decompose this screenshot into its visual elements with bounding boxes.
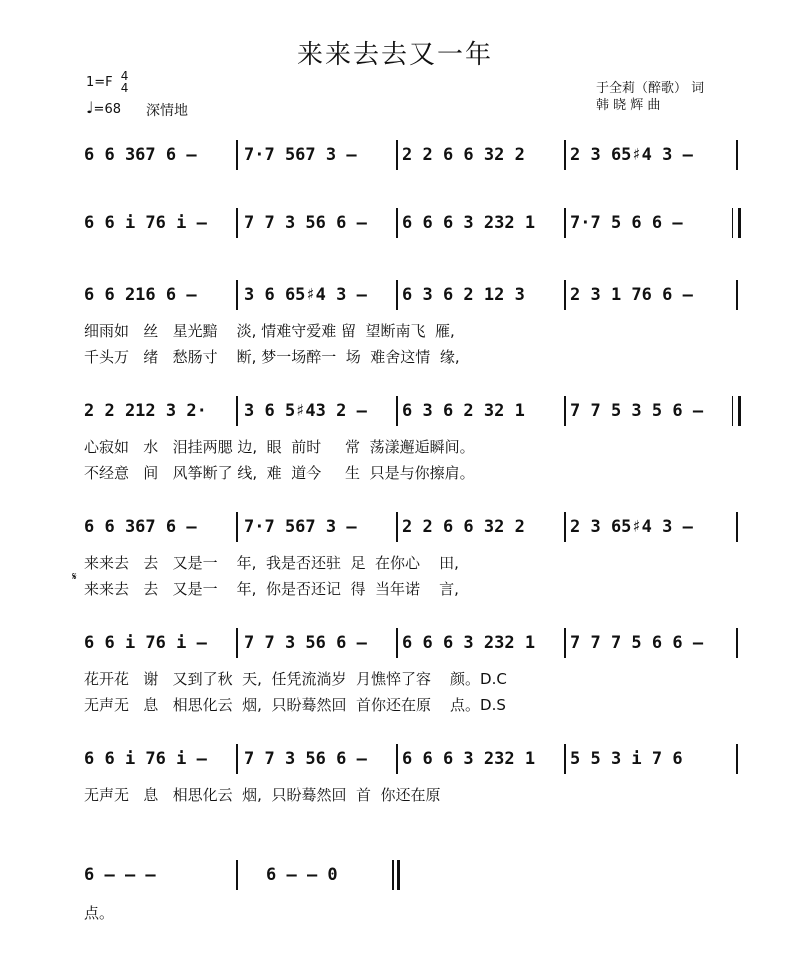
measure: 2 2 212 3 2· — [84, 401, 207, 421]
measure: 6 6 367 6 – — [84, 517, 197, 537]
measure: 7 7 3 56 6 – — [244, 749, 367, 769]
measure: 6 6 216 6 – — [84, 285, 197, 305]
measure: 6 6 i 76 i – — [84, 213, 207, 233]
measure: 7·7 5 6 6 – — [570, 213, 683, 233]
measure: 2 3 65♯4 3 – — [570, 145, 693, 165]
tempo-mark — [86, 98, 121, 117]
measure: 6 3 6 2 32 1 — [402, 401, 525, 421]
measure: 7 7 7 5 6 6 – — [570, 633, 704, 653]
quarter-note-icon: ♩ — [86, 98, 94, 117]
segno-icon: 𝄋 — [72, 570, 77, 583]
expression-mark: 深情地 — [146, 103, 188, 119]
score-row-1 — [84, 142, 744, 168]
credits — [596, 80, 704, 114]
lyric-line: 点。 — [84, 904, 115, 922]
time-top: 4 — [120, 69, 129, 83]
lyric-line: 花开花 谢 又到了秋 天, 任凭流淌岁 月憔悴了容 颜。D.C — [84, 670, 507, 688]
measure: 3 6 65♯4 3 – — [244, 285, 367, 305]
lyricist: 于全莉（醉歌） 词 — [596, 81, 705, 96]
measure: 6 6 i 76 i – — [84, 633, 207, 653]
lyric-line: 来来去 去 又是一 年, 你是否还记 得 当年诺 言, — [84, 580, 459, 598]
lyric-line: 无声无 息 相思化云 烟, 只盼蓦然回 首 你还在原 — [84, 786, 441, 804]
measure: 2 3 1 76 6 – — [570, 285, 693, 305]
score-row-7 — [84, 746, 744, 772]
measure: 7 7 3 56 6 – — [244, 213, 367, 233]
measure: 6 6 i 76 i – — [84, 749, 207, 769]
measure: 5 5 3 i 7 6 — [570, 749, 683, 769]
lyric-line: 心寂如 水 泪挂两腮 边, 眼 前时 常 荡漾邂逅瞬间。 — [84, 438, 475, 456]
lyric-line: 来来去 去 又是一 年, 我是否还驻 足 在你心 田, — [84, 554, 459, 572]
lyric-line: 无声无 息 相思化云 烟, 只盼蓦然回 首你还在原 点。D.S — [84, 696, 506, 714]
measure: 7·7 567 3 – — [244, 517, 357, 537]
measure: 7 7 3 56 6 – — [244, 633, 367, 653]
tempo-value: =68 — [93, 102, 121, 117]
measure: 7·7 567 3 – — [244, 145, 357, 165]
measure: 2 2 6 6 32 2 — [402, 145, 525, 165]
score-row-6 — [84, 630, 744, 656]
lyric-line: 不经意 间 风筝断了 线, 难 道今 生 只是与你擦肩。 — [84, 464, 475, 482]
score-row-8 — [84, 862, 744, 888]
measure: 6 6 367 6 – — [84, 145, 197, 165]
measure: 6 – – 0 — [266, 865, 338, 885]
measure: 6 6 6 3 232 1 — [402, 749, 536, 769]
measure: 6 – – – — [84, 865, 156, 885]
measure: 7 7 5 3 5 6 – — [570, 401, 704, 421]
key-signature — [86, 70, 128, 94]
measure: 2 2 6 6 32 2 — [402, 517, 525, 537]
lyric-line: 千头万 绪 愁肠寸 断, 梦一场醉一 场 难舍这情 缘, — [84, 348, 460, 366]
time-signature — [121, 70, 129, 94]
measure: 3 6 5♯43 2 – — [244, 401, 367, 421]
score-row-3 — [84, 282, 744, 308]
measure: 2 3 65♯4 3 – — [570, 517, 693, 537]
score-row-4 — [84, 398, 744, 424]
measure: 6 6 6 3 232 1 — [402, 213, 536, 233]
score-row-2 — [84, 210, 744, 236]
measure: 6 6 6 3 232 1 — [402, 633, 536, 653]
composer: 韩 晓 辉 曲 — [596, 98, 661, 113]
score-row-5 — [84, 514, 744, 540]
key-label: 1=F — [86, 74, 113, 90]
time-bottom: 4 — [120, 81, 129, 95]
lyric-line: 细雨如 丝 星光黯 淡, 情难守爱难 留 望断南飞 雁, — [84, 322, 455, 340]
song-title: 来来去去又一年 — [296, 40, 493, 70]
measure: 6 3 6 2 12 3 — [402, 285, 525, 305]
